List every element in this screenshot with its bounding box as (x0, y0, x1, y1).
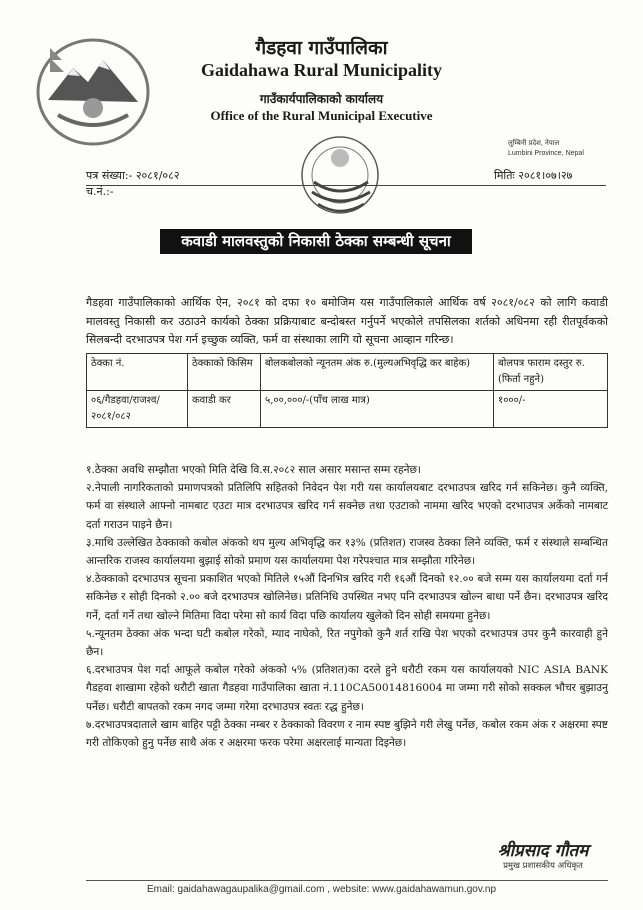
terms-list (86, 461, 608, 752)
letter-number: पत्र संख्या:- २०८१/०८२ (86, 169, 180, 182)
table-header-cell: ठेक्काको किसिम (188, 354, 261, 391)
table-cell: कवाडी कर (188, 391, 261, 428)
notice-title: कवाडी मालवस्तुको निकासी ठेक्का सम्बन्धी सूचना (160, 229, 472, 254)
table-header-cell: बोलकबोलको न्यूनतम अंक रु.(मुल्यअभिवृद्धि कर बाहेक) (261, 354, 494, 391)
province-english: Lumbini Province, Nepal (508, 150, 584, 157)
dispatch-number: च.नं.:- (86, 185, 114, 198)
official-seal-stamp (290, 130, 392, 225)
signature-name: श्रीप्रसाद गौतम (497, 841, 589, 861)
term-item: ६.दरभाउपत्र पेश गर्दा आफूले कबोल गरेको अंकको ५% (प्रतिशत)का दरले हुने धरौटी रकम यस कार्यालयको NIC ASIA BANK गैडहवा शाखामा रहेको धरौटी खाता गैडहवा गाउँपालिका खाता नं.110CA50014816004 मा जम्मा गरी सोको सक्कल भौचर बुझाउनु पर्नेछ। धरौटी बापतको रकम नगद जम्मा गरेमा दरभाउपत्र स्वतः रद्ध हुनेछ। (86, 664, 608, 713)
office-name-nepali: गाउँकार्यपालिकाको कार्यालय (259, 92, 384, 106)
intro-paragraph: गैडहवा गाउँपालिकाको आर्थिक ऐन, २०८१ को दफा १० बमोजिम यस गाउँपालिकाले आर्थिक वर्ष २०८१/०८२ को लागि कवाडी मालवस्तु निकासी कर उठाउने कार्यको ठेक्का प्रक्रियाबाट बन्दोबस्त गर्नुपर्ने भएकोले तपसिलका शर्तको अधिनमा रही रीतपूर्वकको सिलबन्दी दरभाउपत्र पेश गर्न इच्छुक व्यक्ति, फर्म वा संस्थाका लागि यो सूचना आव्हान गरिन्छ। (86, 296, 608, 346)
municipality-name-english: Gaidahawa Rural Municipality (200, 60, 443, 80)
term-item: ४.ठेक्काको दरभाउपत्र सूचना प्रकाशित भएको मितिले १५औं दिनभित्र खरिद गरी १६औं दिनको १२.०० बजे सम्म यस कार्यालयमा दर्ता गर्न सकिनेछ र सोही दिनको २.०० बजे दरभाउपत्र खोलिनेछ। प्रतिनिधि उपस्थित नभए पनि दरभाउपत्र खोल्न बाधा पर्ने छैन। दरभाउपत्र खरिद गर्ने, दर्ता गर्ने तथा खोल्ने मितिमा विदा परेमा सो कार्य विदा पछि कार्यालय खुलेको दिन सोही समयमा हुनेछ। (86, 573, 608, 622)
term-item: २.नेपाली नागरिकताको प्रमाणपत्रको प्रतिलिपि सहितको निवेदन पेश गरी यस कार्यालयबाट दरभाउपत्र खरिद गर्न सकिनेछ। कुनै व्यक्ति, फर्म वा संस्थाले आफ्नो नामबाट एउटा मात्र दरभाउपत्र खरिद गर्न सक्नेछ तथा एउटाको नाममा खरिद भएको दरभाउपत्र अर्केको नामबाट दर्ता गराउन पाइने छैन। (86, 482, 608, 531)
contract-table (86, 353, 608, 428)
municipality-name-nepali: गैडहवा गाउँपालिका (255, 37, 388, 59)
table-header-cell: बोलपत्र फाराम दस्तुर रु.(फिर्ता नहुने) (494, 354, 608, 391)
province-info (508, 139, 584, 159)
table-cell: ०६/गैडहवा/राजश्व/२०८१/०८२ (87, 391, 188, 428)
notice-date: मितिः २०८१।०७।२७ (494, 169, 573, 182)
footer-contact: Email: gaidahawagaupalika@gmail.com , website: www.gaidahawamun.gov.np (146, 884, 497, 895)
term-item: ३.माथि उल्लेखित ठेक्काको कबोल अंकको थप मुल्य अभिवृद्धि कर १३% (प्रतिशत) राजस्व ठेक्का लिने व्यक्ति, फर्म र संस्थाले सम्बन्धित आन्तरिक राजस्व कार्यालयमा बुझाई सोको प्रमाण यस कार्यालयमा पेश गरेपश्चात मात्र सम्झौता गरिनेछ। (86, 536, 608, 568)
office-name-english: Office of the Rural Municipal Executive (210, 108, 433, 123)
term-item: ७.दरभाउपत्रदाताले खाम बाहिर पट्टी ठेक्का नम्बर र ठेक्काको विवरण र नाम स्पष्ट बुझिने गरी लेखु पर्नेछ, कबोल रकम अंक र अक्षरमा स्पष्ट गरी तोकिएको हुनु पर्नेछ साथै अंक र अक्षरमा फरक परेमा अक्षरलाई मान्यता दिइनेछ। (86, 718, 608, 750)
table-row (87, 391, 608, 428)
table-cell: १०००/- (494, 391, 608, 428)
term-item: ५.न्यूनतम ठेक्का अंक भन्दा घटी कबोल गरेको, म्याद नाघेको, रित नपुगेको कुनै शर्त राखि पेश भएको दरभाउपत्र उपर कुनै कारवाही हुने छैन। (86, 627, 608, 659)
signature-title: प्रमुख प्रशासकीय अधिकृत (503, 861, 583, 871)
table-header-row (87, 354, 608, 391)
term-item: १.ठेक्का अवधि सम्झौता भएको मिति देखि वि.स.२०८२ साल असार मसान्त सम्म रहनेछ। (86, 464, 421, 476)
reference-block (86, 168, 180, 200)
footer-divider (86, 880, 608, 881)
header-divider (86, 185, 606, 186)
table-cell: ५,००,०००/-(पाँच लाख मात्र) (261, 391, 494, 428)
table-header-cell: ठेक्का नं. (87, 354, 188, 391)
province-nepali: लुम्बिनी प्रदेश, नेपाल (508, 140, 560, 147)
